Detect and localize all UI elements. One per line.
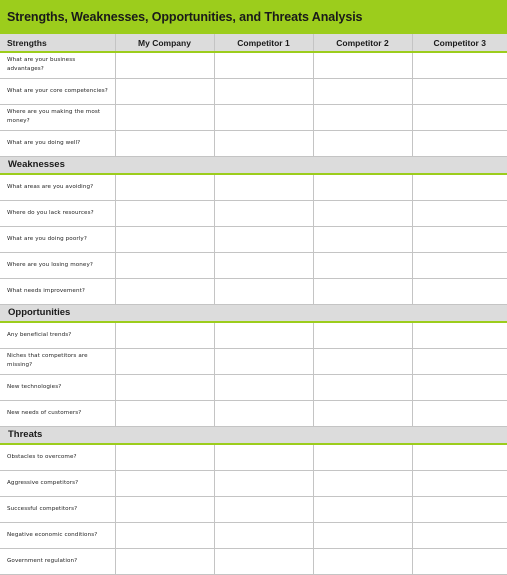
section-title: Threats: [0, 426, 507, 444]
question-label: What are your core competencies?: [0, 78, 115, 104]
column-header-strengths: Strengths: [0, 34, 115, 52]
table-row: [0, 348, 507, 374]
section-header-weaknesses: [0, 156, 507, 174]
question-label: Niches that competitors are missing?: [0, 348, 115, 374]
input-cell-my-company[interactable]: [115, 496, 214, 522]
table-row: [0, 374, 507, 400]
table-row: [0, 522, 507, 548]
question-label: Where are you losing money?: [0, 252, 115, 278]
swot-table-body: [0, 34, 507, 574]
input-cell-competitor-2[interactable]: [313, 496, 412, 522]
input-cell-competitor-2[interactable]: [313, 130, 412, 156]
column-header-competitor-1: Competitor 1: [214, 34, 313, 52]
input-cell-competitor-1[interactable]: [214, 470, 313, 496]
input-cell-competitor-3[interactable]: [412, 400, 507, 426]
column-header-row: [0, 34, 507, 52]
section-header-opportunities: [0, 304, 507, 322]
title-bar: [0, 0, 507, 34]
table-row: [0, 496, 507, 522]
column-header-competitor-3: Competitor 3: [412, 34, 507, 52]
input-cell-my-company[interactable]: [115, 548, 214, 574]
input-cell-my-company[interactable]: [115, 226, 214, 252]
question-label: What are you doing poorly?: [0, 226, 115, 252]
input-cell-competitor-2[interactable]: [313, 252, 412, 278]
input-cell-my-company[interactable]: [115, 322, 214, 348]
section-header-threats: [0, 426, 507, 444]
input-cell-competitor-1[interactable]: [214, 130, 313, 156]
page-title: Strengths, Weaknesses, Opportunities, and Threats Analysis: [7, 10, 363, 24]
input-cell-competitor-2[interactable]: [313, 470, 412, 496]
input-cell-competitor-3[interactable]: [412, 522, 507, 548]
input-cell-competitor-1[interactable]: [214, 104, 313, 130]
input-cell-competitor-3[interactable]: [412, 226, 507, 252]
section-title: Opportunities: [0, 304, 507, 322]
input-cell-competitor-3[interactable]: [412, 444, 507, 470]
swot-table: [0, 34, 507, 575]
table-row: [0, 200, 507, 226]
question-label: New technologies?: [0, 374, 115, 400]
input-cell-my-company[interactable]: [115, 374, 214, 400]
input-cell-competitor-2[interactable]: [313, 322, 412, 348]
table-row: [0, 470, 507, 496]
table-row: [0, 52, 507, 78]
input-cell-competitor-2[interactable]: [313, 174, 412, 200]
input-cell-my-company[interactable]: [115, 130, 214, 156]
input-cell-competitor-3[interactable]: [412, 496, 507, 522]
input-cell-competitor-1[interactable]: [214, 522, 313, 548]
input-cell-competitor-2[interactable]: [313, 78, 412, 104]
input-cell-competitor-3[interactable]: [412, 322, 507, 348]
input-cell-competitor-3[interactable]: [412, 104, 507, 130]
question-label: Any beneficial trends?: [0, 322, 115, 348]
input-cell-competitor-2[interactable]: [313, 522, 412, 548]
input-cell-competitor-1[interactable]: [214, 548, 313, 574]
input-cell-my-company[interactable]: [115, 78, 214, 104]
question-label: Successful competitors?: [0, 496, 115, 522]
table-row: [0, 322, 507, 348]
table-row: [0, 278, 507, 304]
question-label: Where are you making the most money?: [0, 104, 115, 130]
input-cell-competitor-1[interactable]: [214, 52, 313, 78]
table-row: [0, 444, 507, 470]
table-row: [0, 174, 507, 200]
input-cell-competitor-1[interactable]: [214, 252, 313, 278]
input-cell-competitor-2[interactable]: [313, 200, 412, 226]
column-header-competitor-2: Competitor 2: [313, 34, 412, 52]
input-cell-my-company[interactable]: [115, 278, 214, 304]
input-cell-competitor-3[interactable]: [412, 548, 507, 574]
input-cell-competitor-3[interactable]: [412, 78, 507, 104]
input-cell-competitor-3[interactable]: [412, 200, 507, 226]
input-cell-competitor-3[interactable]: [412, 348, 507, 374]
input-cell-competitor-1[interactable]: [214, 226, 313, 252]
table-row: [0, 400, 507, 426]
question-label: Where do you lack resources?: [0, 200, 115, 226]
input-cell-competitor-2[interactable]: [313, 444, 412, 470]
input-cell-competitor-2[interactable]: [313, 348, 412, 374]
input-cell-competitor-3[interactable]: [412, 252, 507, 278]
question-label: What areas are you avoiding?: [0, 174, 115, 200]
question-label: New needs of customers?: [0, 400, 115, 426]
input-cell-competitor-3[interactable]: [412, 278, 507, 304]
input-cell-competitor-3[interactable]: [412, 374, 507, 400]
column-header-my-company: My Company: [115, 34, 214, 52]
question-label: Negative economic conditions?: [0, 522, 115, 548]
input-cell-competitor-1[interactable]: [214, 444, 313, 470]
input-cell-competitor-1[interactable]: [214, 374, 313, 400]
input-cell-my-company[interactable]: [115, 470, 214, 496]
input-cell-my-company[interactable]: [115, 104, 214, 130]
input-cell-competitor-3[interactable]: [412, 130, 507, 156]
table-row: [0, 78, 507, 104]
input-cell-competitor-1[interactable]: [214, 200, 313, 226]
question-label: What needs improvement?: [0, 278, 115, 304]
input-cell-competitor-1[interactable]: [214, 322, 313, 348]
input-cell-my-company[interactable]: [115, 444, 214, 470]
table-row: [0, 548, 507, 574]
input-cell-competitor-3[interactable]: [412, 52, 507, 78]
table-row: [0, 226, 507, 252]
input-cell-my-company[interactable]: [115, 52, 214, 78]
input-cell-competitor-1[interactable]: [214, 496, 313, 522]
input-cell-competitor-2[interactable]: [313, 400, 412, 426]
input-cell-competitor-1[interactable]: [214, 174, 313, 200]
input-cell-competitor-2[interactable]: [313, 52, 412, 78]
input-cell-my-company[interactable]: [115, 522, 214, 548]
input-cell-competitor-1[interactable]: [214, 278, 313, 304]
table-row: [0, 130, 507, 156]
table-row: [0, 104, 507, 130]
input-cell-my-company[interactable]: [115, 252, 214, 278]
input-cell-competitor-1[interactable]: [214, 400, 313, 426]
table-row: [0, 252, 507, 278]
question-label: Government regulation?: [0, 548, 115, 574]
input-cell-competitor-3[interactable]: [412, 174, 507, 200]
section-title: Weaknesses: [0, 156, 507, 174]
question-label: What are your business advantages?: [0, 52, 115, 78]
input-cell-competitor-2[interactable]: [313, 226, 412, 252]
input-cell-competitor-2[interactable]: [313, 278, 412, 304]
question-label: Aggressive competitors?: [0, 470, 115, 496]
input-cell-my-company[interactable]: [115, 348, 214, 374]
question-label: Obstacles to overcome?: [0, 444, 115, 470]
input-cell-competitor-1[interactable]: [214, 348, 313, 374]
input-cell-my-company[interactable]: [115, 200, 214, 226]
input-cell-my-company[interactable]: [115, 174, 214, 200]
input-cell-competitor-2[interactable]: [313, 104, 412, 130]
input-cell-my-company[interactable]: [115, 400, 214, 426]
input-cell-competitor-1[interactable]: [214, 78, 313, 104]
input-cell-competitor-3[interactable]: [412, 470, 507, 496]
question-label: What are you doing well?: [0, 130, 115, 156]
input-cell-competitor-2[interactable]: [313, 374, 412, 400]
input-cell-competitor-2[interactable]: [313, 548, 412, 574]
